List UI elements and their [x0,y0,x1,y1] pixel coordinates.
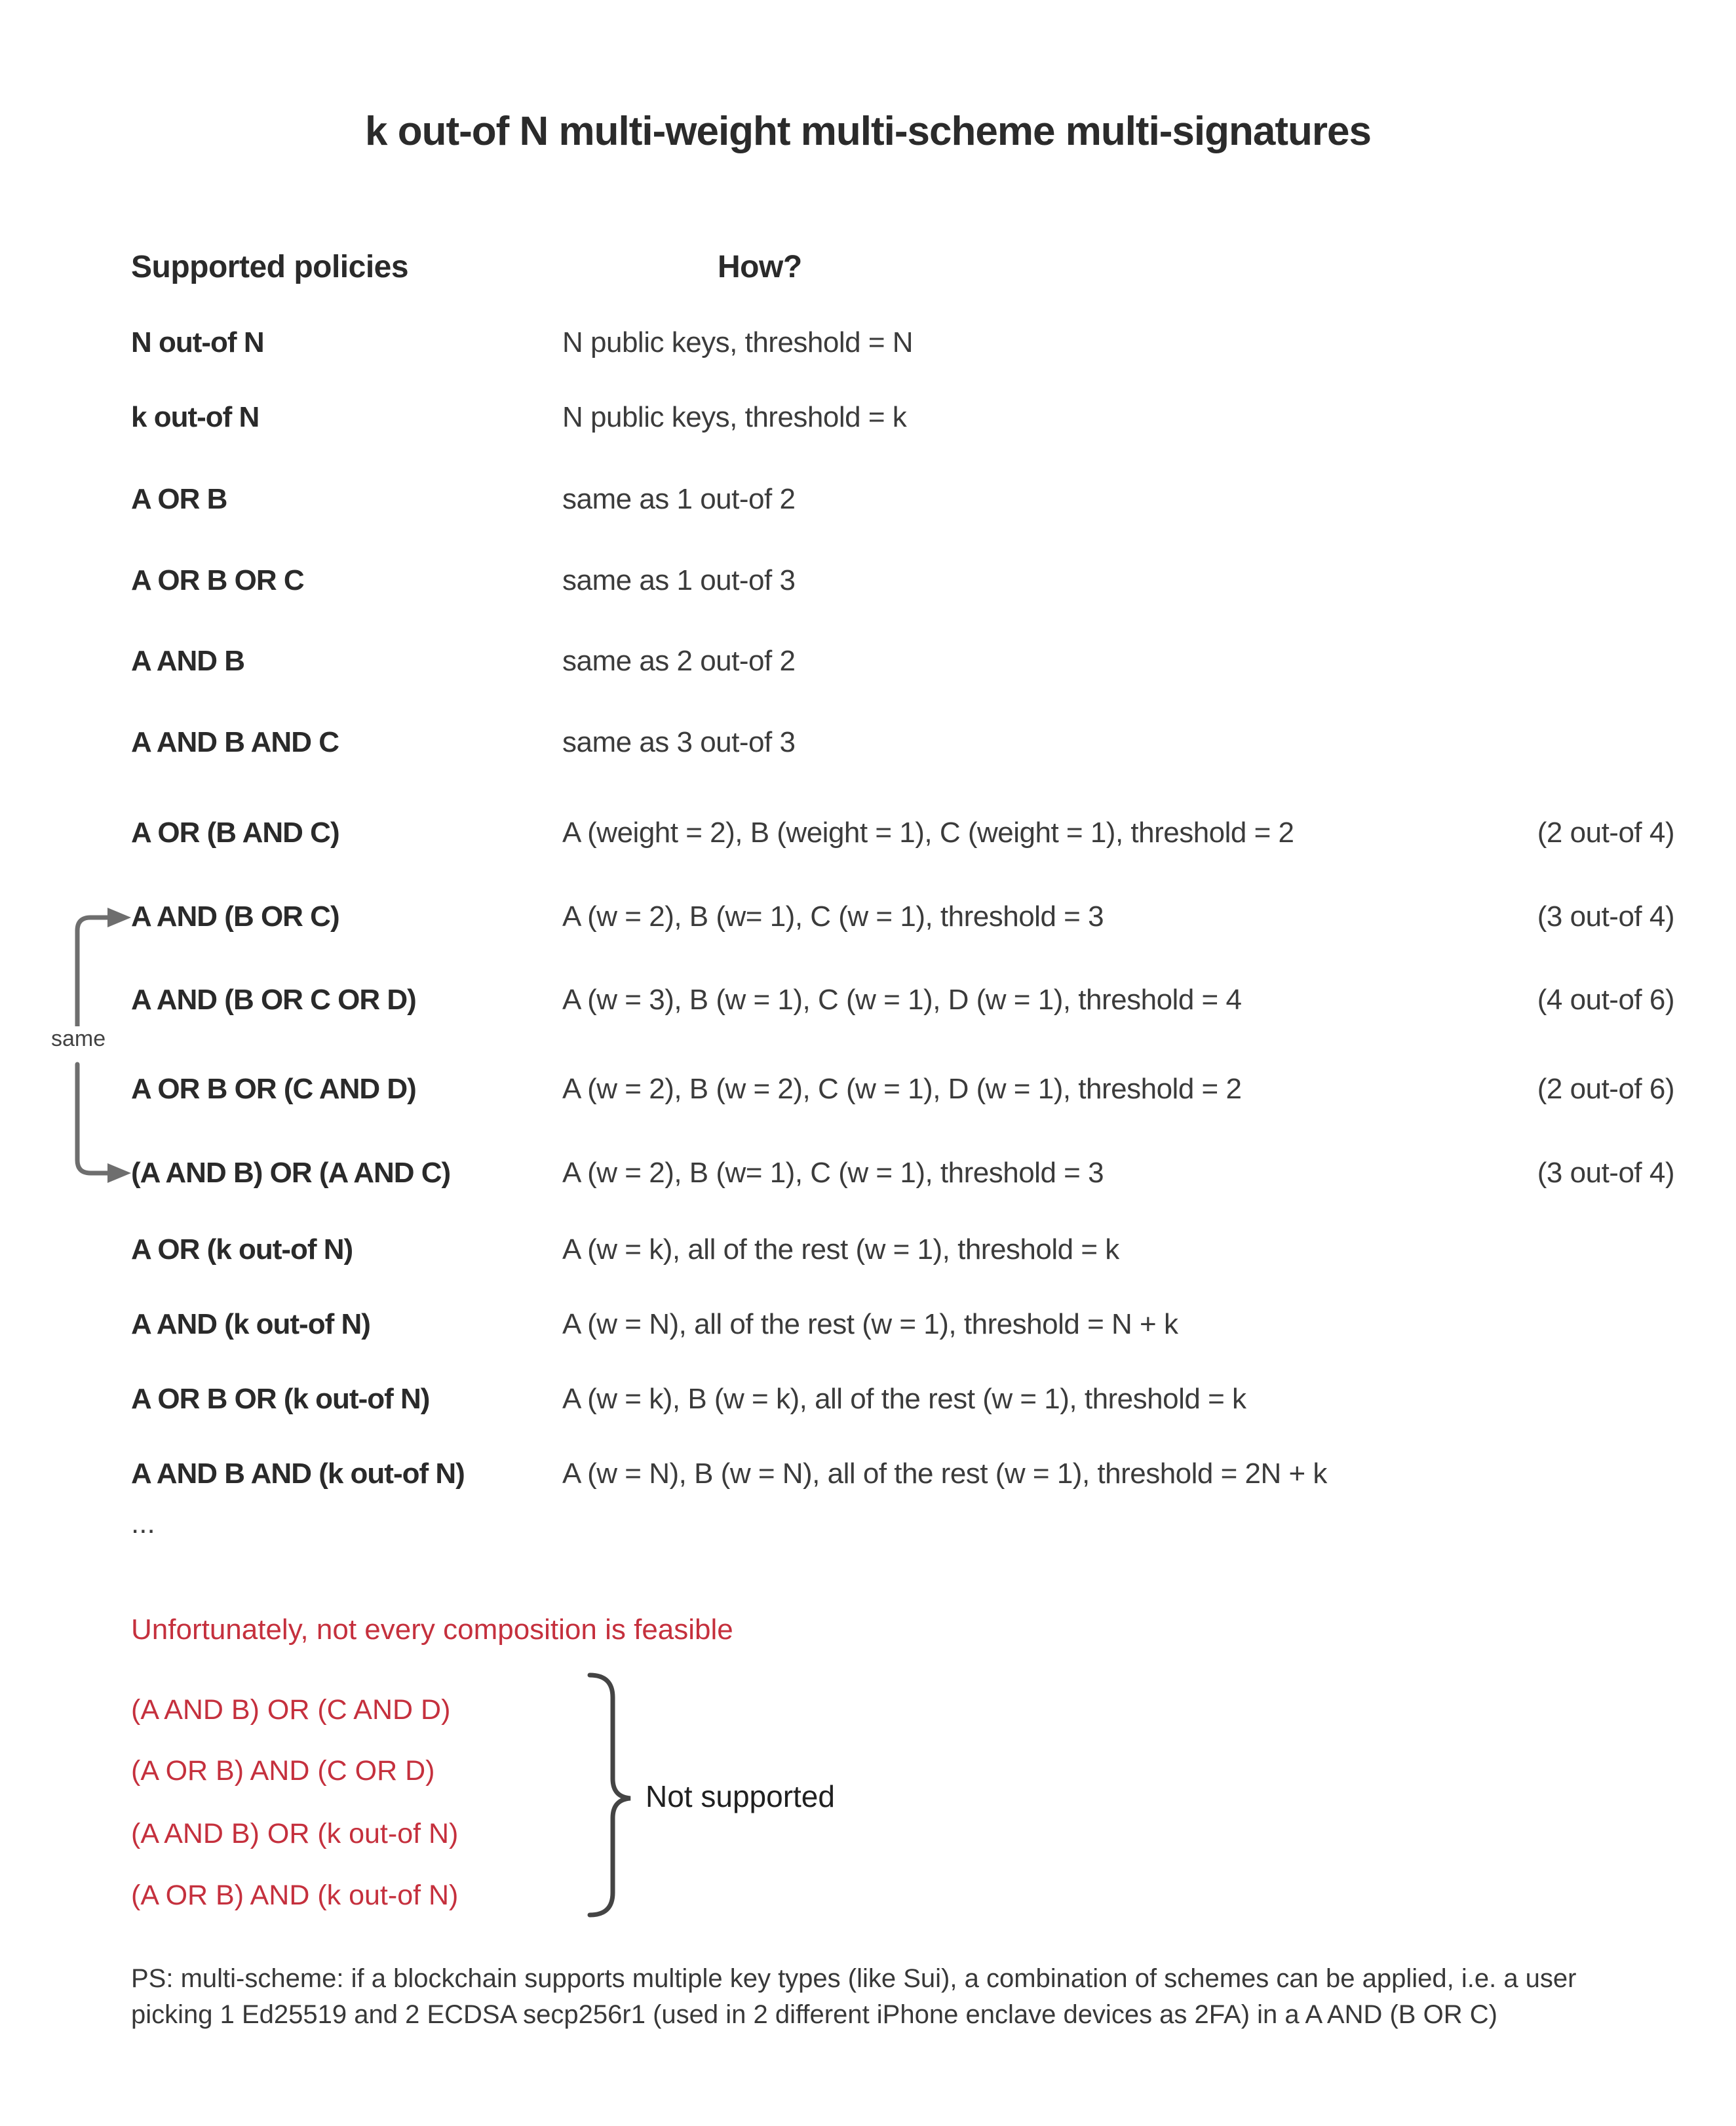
policy-cell: A OR B OR (C AND D) [131,1073,416,1105]
infeasible-heading: Unfortunately, not every composition is feasible [131,1614,733,1646]
policy-row [131,1458,1674,1493]
outof-cell: (4 out-of 6) [1537,984,1674,1016]
policy-row [131,1308,1674,1343]
column-header-how: How? [718,250,802,284]
policy-row [131,645,1674,680]
policy-cell: A AND (k out-of N) [131,1308,370,1340]
policy-row [131,984,1674,1019]
outof-cell: (3 out-of 4) [1537,900,1674,933]
policy-row [131,817,1674,852]
policy-row [131,564,1674,600]
how-cell: N public keys, threshold = k [562,401,907,433]
how-cell: same as 1 out-of 3 [562,564,796,596]
footnote: PS: multi-scheme: if a blockchain supports multiple key types (like Sui), a combination of schemes can be applied, i.e. a user picking 1 Ed25519 and 2 ECDSA secp256r1 (used in 2 different iPhone enclave devices as 2FA) in a A AND (B OR C) [131,1964,1577,2029]
infeasible-item: (A OR B) AND (C OR D) [131,1755,435,1787]
how-cell: same as 1 out-of 2 [562,483,796,515]
how-cell: same as 2 out-of 2 [562,645,796,677]
how-cell: same as 3 out-of 3 [562,726,796,758]
policy-cell: A AND B AND C [131,726,339,758]
policy-cell: A OR (B AND C) [131,817,339,849]
how-cell: A (w = 2), B (w= 1), C (w = 1), threshold = 3 [562,900,1104,933]
infeasible-item: (A AND B) OR (C AND D) [131,1694,451,1726]
how-cell: A (w = 3), B (w = 1), C (w = 1), D (w = 1), threshold = 4 [562,984,1242,1016]
infeasible-item: (A OR B) AND (k out-of N) [131,1880,459,1911]
how-cell: A (w = N), all of the rest (w = 1), threshold = N + k [562,1308,1178,1340]
policy-cell: A OR (k out-of N) [131,1233,353,1266]
policy-row [131,1383,1674,1418]
same-label: same [47,1026,109,1052]
page-title: k out-of N multi-weight multi-scheme multi-signatures [365,109,1371,154]
policy-cell: A OR B [131,483,227,515]
how-cell: A (w = k), all of the rest (w = 1), threshold = k [562,1233,1119,1266]
policy-cell: N out-of N [131,326,264,358]
policy-row [131,401,1674,436]
outof-cell: (2 out-of 6) [1537,1073,1674,1105]
policy-cell: A OR B OR C [131,564,304,596]
not-supported-brace-icon [564,1665,655,1927]
how-cell: A (w = k), B (w = k), all of the rest (w = 1), threshold = k [562,1383,1246,1415]
policy-cell: A AND B [131,645,245,677]
policy-cell: A OR B OR (k out-of N) [131,1383,430,1415]
policy-row [131,1073,1674,1108]
policy-row [131,900,1674,936]
not-supported-label: Not supported [646,1779,835,1813]
policy-row [131,1233,1674,1269]
how-cell: A (weight = 2), B (weight = 1), C (weight = 1), threshold = 2 [562,817,1294,849]
policy-row [131,483,1674,518]
ellipsis: ... [131,1507,155,1539]
policy-cell: (A AND B) OR (A AND C) [131,1157,451,1189]
how-cell: A (w = N), B (w = N), all of the rest (w = 1), threshold = 2N + k [562,1458,1327,1490]
how-cell: A (w = 2), B (w= 1), C (w = 1), threshold = 3 [562,1157,1104,1189]
outof-cell: (2 out-of 4) [1537,817,1674,849]
outof-cell: (3 out-of 4) [1537,1157,1674,1189]
policy-row [131,726,1674,762]
how-cell: N public keys, threshold = N [562,326,914,358]
policy-row [131,326,1674,362]
policy-cell: A AND B AND (k out-of N) [131,1458,465,1490]
policy-cell: k out-of N [131,401,260,433]
column-header-policies: Supported policies [131,250,409,284]
policy-cell: A AND (B OR C OR D) [131,984,416,1016]
policy-cell: A AND (B OR C) [131,900,339,933]
policy-row [131,1157,1674,1192]
how-cell: A (w = 2), B (w = 2), C (w = 1), D (w = 1), threshold = 2 [562,1073,1242,1105]
infeasible-item: (A AND B) OR (k out-of N) [131,1818,459,1849]
